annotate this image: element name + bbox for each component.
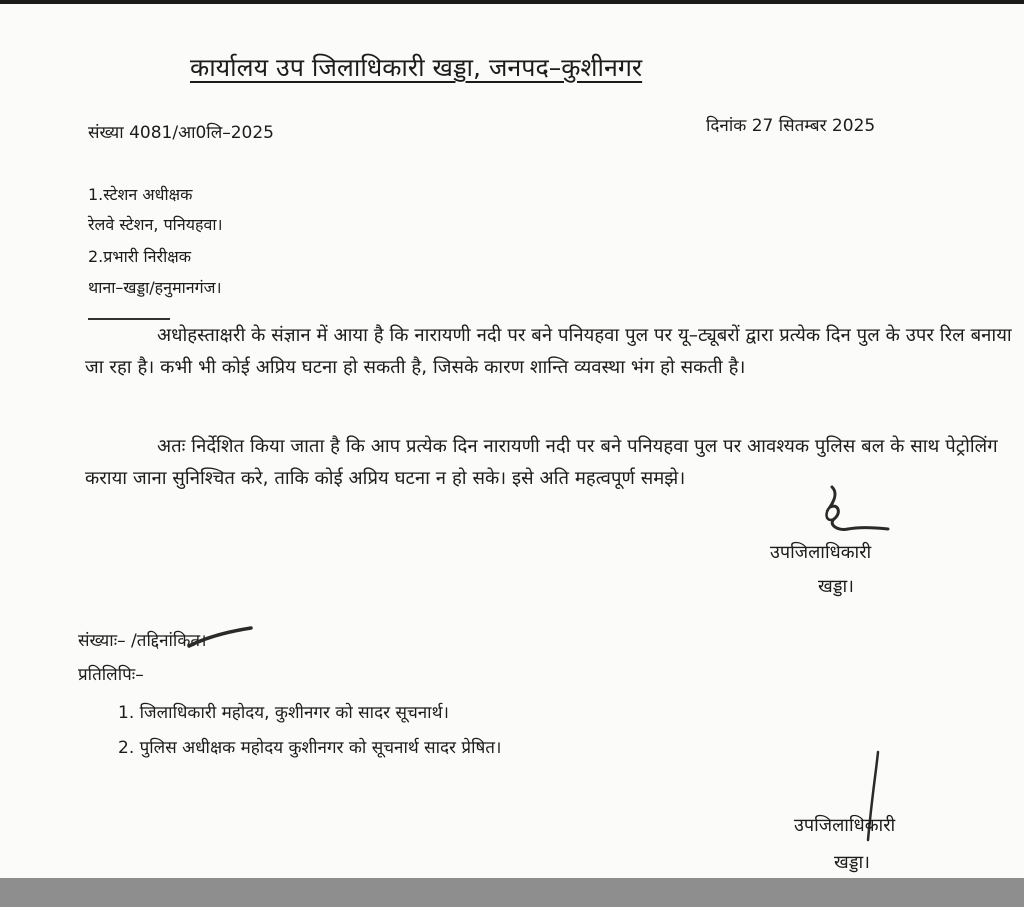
signature-place-2: खड्डा। [834,852,870,873]
recipient-line-3: 2.प्रभारी निरीक्षक [88,247,192,266]
signature-designation-2: उपजिलाधिकारी [794,815,896,836]
body-paragraph-2: अतः निर्देशित किया जाता है कि आप प्रत्येक दिन नारायणी नदी पर बने पनियहवा पुल पर आवश्यक पुलिस बल के साथ पेट्रोलिंग कराया जाना सुनिश्चित करे, ताकि कोई अप्रिय घटना न हो सके। इसे अति महत्वपूर्ण समझे। [85,436,998,489]
pen-stroke-mark [185,624,257,652]
recipient-line-4: थाना–खड्डा/हनुमानगंज। [88,278,222,297]
copy-to-label: प्रतिलिपिः– [78,665,144,685]
letter-date: दिनांक 27 सितम्बर 2025 [706,116,876,136]
signature-place-1: खड्डा। [818,576,854,597]
recipient-line-2: रेलवे स्टेशन, पनियहवा। [88,215,223,234]
copy-item-2: 2. पुलिस अधीक्षक महोदय कुशीनगर को सूचनार्थ सादर प्रेषित। [118,738,502,758]
signature-designation-1: उपजिलाधिकारी [770,542,872,563]
bottom-gray-band [0,878,1024,907]
reference-number: संख्या 4081/आ0लि–2025 [88,123,274,143]
copy-reference: संख्याः– /तद्दिनांकित। [78,631,207,651]
body-paragraph-1: अधोहस्ताक्षरी के संज्ञान में आया है कि नारायणी नदी पर बने पनियहवा पुल पर यू–ट्यूबरों द्वारा प्रत्येक दिन पुल के उपर रिल बनाया जा रहा है। कभी भी कोई अप्रिय घटना हो सकती है, जिसके कारण शान्ति व्यवस्था भंग हो सकती है। [85,325,1012,378]
copy-item-1: 1. जिलाधिकारी महोदय, कुशीनगर को सादर सूचनार्थ। [118,703,449,723]
recipient-line-1: 1.स्टेशन अधीक्षक [88,185,193,204]
signature-mark-1 [808,483,898,543]
office-heading: कार्यालय उप जिलाधिकारी खड्डा, जनपद–कुशीनगर [190,53,643,82]
top-border [0,0,1024,4]
